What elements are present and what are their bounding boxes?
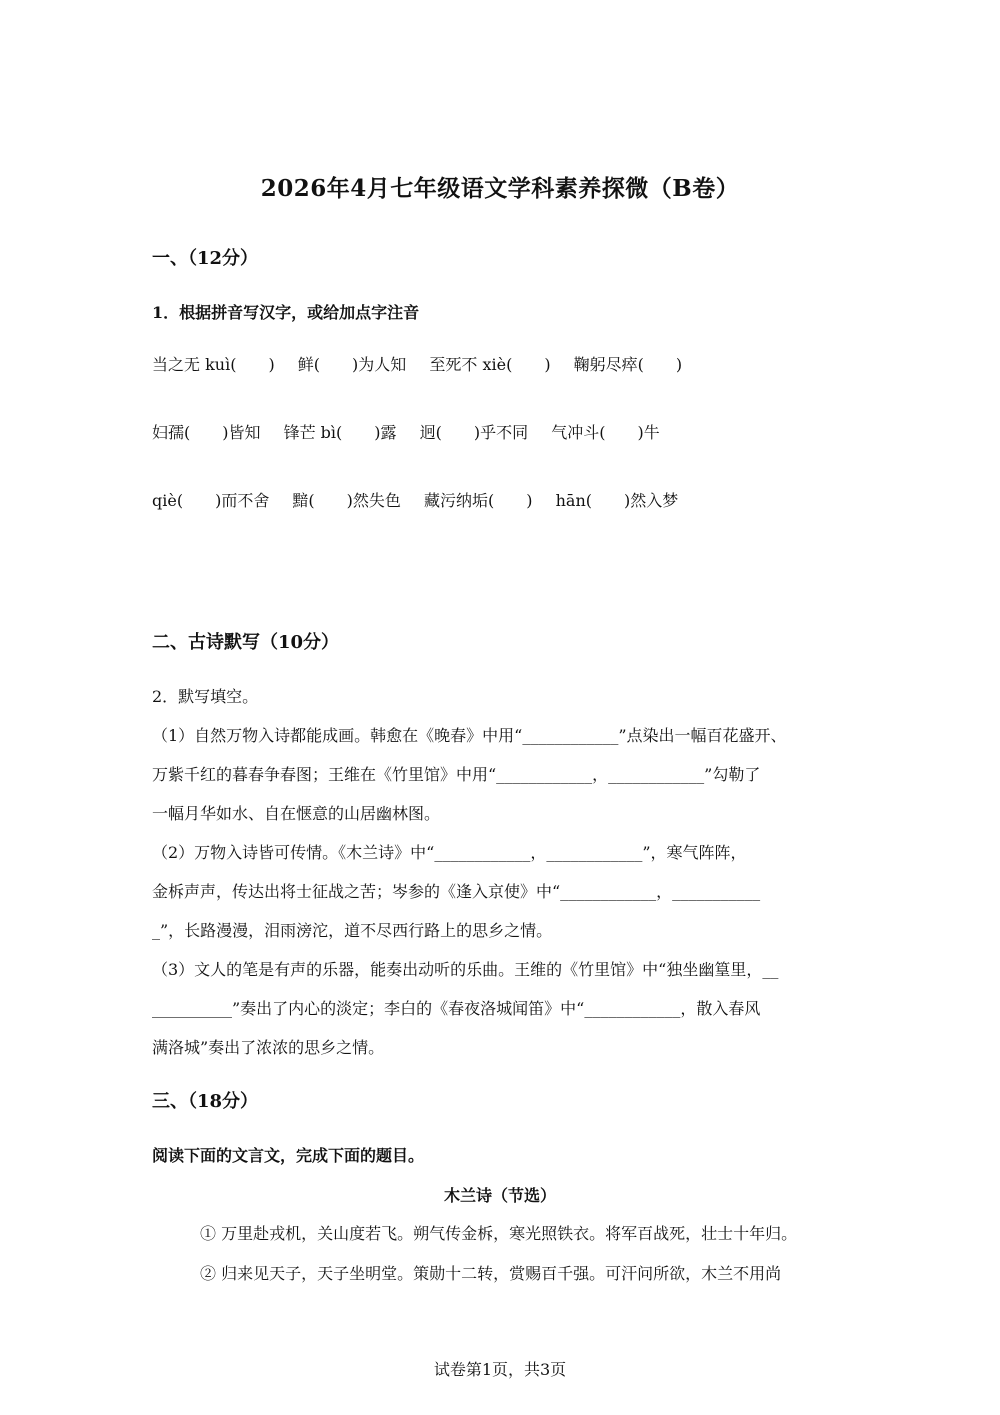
section2-line: （2）万物入诗皆可传情。《木兰诗》中“____________，____________”，寒气阵阵， [152,843,747,862]
section2-line: （1）自然万物入诗都能成画。韩愈在《晚春》中用“____________”点染出一幅百花盛开、 [152,726,787,745]
pinyin-item: qiè( )而不舍 [152,491,270,510]
section2-line: 一幅月华如水、自在惬意的山居幽林图。 [152,804,441,823]
section2-line: 2．默写填空。 [152,687,259,706]
pinyin-item: 至死不 xiè( ) [429,355,551,374]
section3-heading: 三、（18分） [152,1091,259,1112]
poem-paragraph-2: ② 归来见天子，天子坐明堂。策勋十二转，赏赐百千强。可汗问所欲，木兰不用尚 [200,1264,782,1283]
section3-instruction: 阅读下面的文言文，完成下面的题目。 [152,1146,425,1165]
pinyin-item: 气冲斗( )牛 [551,423,660,442]
section2-line: （3）文人的笔是有声的乐器，能奏出动听的乐曲。王维的《竹里馆》中“独坐幽篁里，__ [152,960,779,979]
pinyin-row-1 [152,352,700,375]
section2-heading: 二、古诗默写（10分） [152,632,340,653]
pinyin-row-3 [152,488,696,511]
section2-line: __________”奏出了内心的淡定；李白的《春夜洛城闻笛》中“____________，散入春风 [152,999,761,1018]
section2-line: 金柝声声，传达出将士征战之苦；岑参的《逢入京使》中“____________，___________ [152,882,761,901]
poem-title: 木兰诗（节选） [443,1186,556,1205]
question1-prompt: 1．根据拼音写汉字，或给加点字注音 [152,303,420,322]
section1-heading: 一、（12分） [152,248,259,269]
section2-line: 满洛城”奏出了浓浓的思乡之情。 [152,1038,385,1057]
section2-line: _”，长路漫漫，泪雨滂沱，道不尽西行路上的思乡之情。 [152,921,553,940]
pinyin-item: 当之无 kuì( ) [152,355,275,374]
pinyin-item: hān( )然入梦 [555,491,679,510]
pinyin-item: 锋芒 bì( )露 [283,423,397,442]
pinyin-item: 黯( )然失色 [292,491,401,510]
pinyin-item: 妇孺( )皆知 [152,423,261,442]
page-title: 2026年4月七年级语文学科素养探微（B卷） [260,175,740,202]
pinyin-item: 鲜( )为人知 [297,355,407,374]
page-footer: 试卷第1页，共3页 [433,1360,567,1379]
pinyin-item: 迥( )乎不同 [419,423,529,442]
pinyin-item: 鞠躬尽瘁( ) [573,355,683,374]
poem-paragraph-1: ① 万里赴戎机，关山度若飞。朔气传金柝，寒光照铁衣。将军百战死，壮士十年归。 [200,1224,798,1243]
pinyin-row-2 [152,420,678,443]
pinyin-item: 藏污纳垢( ) [424,491,533,510]
section2-line: 万紫千红的暮春争春图；王维在《竹里馆》中用“____________，____________”勾勒了 [152,765,761,784]
